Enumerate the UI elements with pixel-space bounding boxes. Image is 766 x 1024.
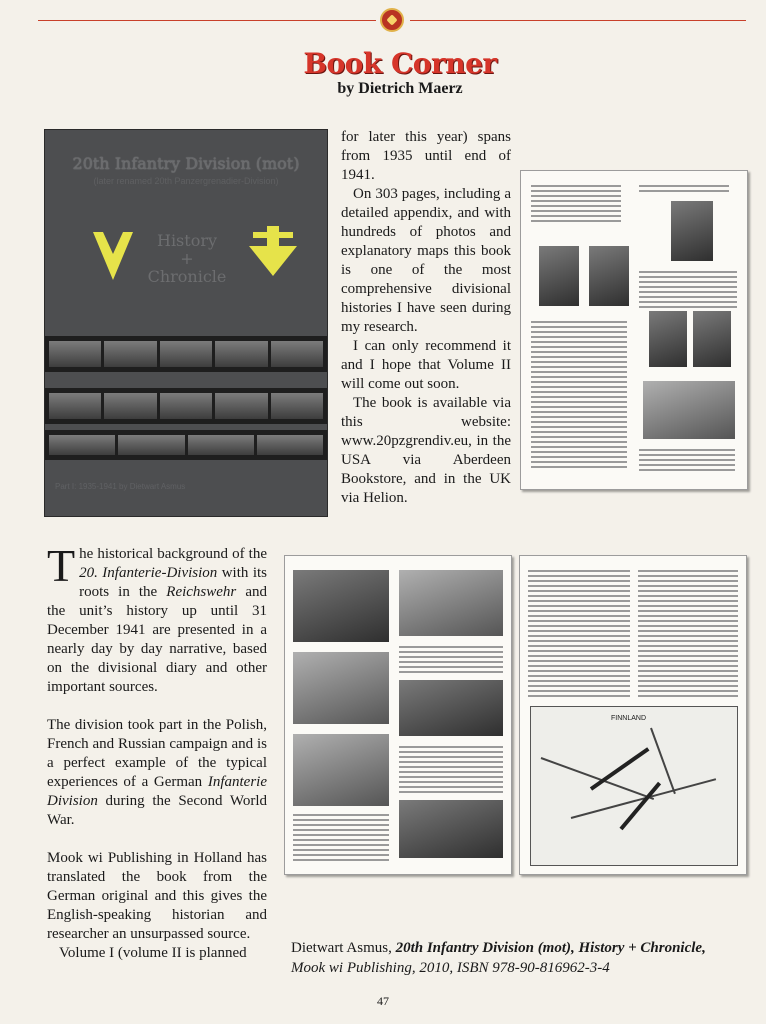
portrait-photo — [539, 246, 579, 306]
header-rule-left — [38, 20, 376, 21]
paragraph: On 303 pages, including a detailed appendix, and with hundreds of photos and explanatory maps this book is one of the most comprehensive divisional histories I have seen during my research. — [341, 186, 511, 335]
sample-page-thumbnail — [520, 170, 748, 490]
middle-column-text — [341, 128, 511, 508]
town-photo — [293, 734, 389, 806]
cathedral-photo — [293, 652, 389, 724]
left-column-text — [47, 540, 267, 963]
cover-photo-strip — [45, 336, 327, 372]
book-cover-image — [44, 129, 328, 517]
campaign-map — [530, 706, 738, 866]
portrait-photo — [589, 246, 629, 306]
paragraph: I can only recommend it and I hope that Volume II will come out soon. — [341, 338, 511, 392]
page-number: 47 — [377, 994, 389, 1008]
header-emblem-icon — [380, 8, 404, 32]
cover-subtitle: (later renamed 20th Panzergrenadier-Division) — [93, 176, 279, 186]
drop-cap: T — [47, 540, 76, 591]
cover-center-text: History + Chronicle — [147, 231, 227, 286]
cover-footer-text: Part I: 1935-1941 by Dietwart Asmus — [55, 482, 186, 491]
portrait-photo — [693, 311, 731, 367]
paragraph: The historical background of the 20. Infanterie-Division with its roots in the Reichswehr and the unit’s history up until 31 December 1941 are presented in a nearly day by day narrative, based on the divisional diary and other important sources. — [47, 540, 267, 695]
tank-photo — [399, 800, 503, 858]
map-label: FINNLAND — [611, 715, 647, 722]
paragraph: The division took part in the Polish, French and Russian campaign and is a perfect example of the typical experiences of a German Infanterie Division during the Second World War. — [47, 717, 267, 828]
cover-photo-strip — [45, 388, 327, 424]
field-photo — [399, 680, 503, 736]
paragraph: Volume I (volume II is planned — [59, 945, 247, 961]
sample-page-thumbnail — [519, 555, 747, 875]
sample-page-thumbnail — [284, 555, 512, 875]
paragraph: for later this year) spans from 1935 until end of 1941. — [341, 129, 511, 183]
vehicle-photo — [399, 570, 503, 636]
cover-photo-strip — [45, 430, 327, 460]
group-photo — [643, 381, 735, 439]
byline: by Dietrich Maerz — [337, 80, 463, 97]
street-photo — [293, 570, 389, 642]
portrait-photo — [649, 311, 687, 367]
cover-title: 20th Infantry Division (mot) — [72, 154, 300, 173]
section-title: Book Corner — [303, 47, 497, 80]
book-caption: Dietwart Asmus, 20th Infantry Division (mot), History + Chronicle, Mook wi Publishing, 2010, ISBN 978-90-816962-3-4 — [291, 940, 706, 976]
header-rule-right — [410, 20, 746, 21]
paragraph: The book is available via this website: www.20pzgrendiv.eu, in the USA via Aberdeen Bookstore, and in the UK via Helion. — [341, 395, 511, 506]
paragraph: Mook wi Publishing in Holland has translated the book from the German original and this gives the English-speaking historian and researcher an unsurpassed source. — [47, 850, 267, 942]
portrait-photo — [671, 201, 713, 261]
